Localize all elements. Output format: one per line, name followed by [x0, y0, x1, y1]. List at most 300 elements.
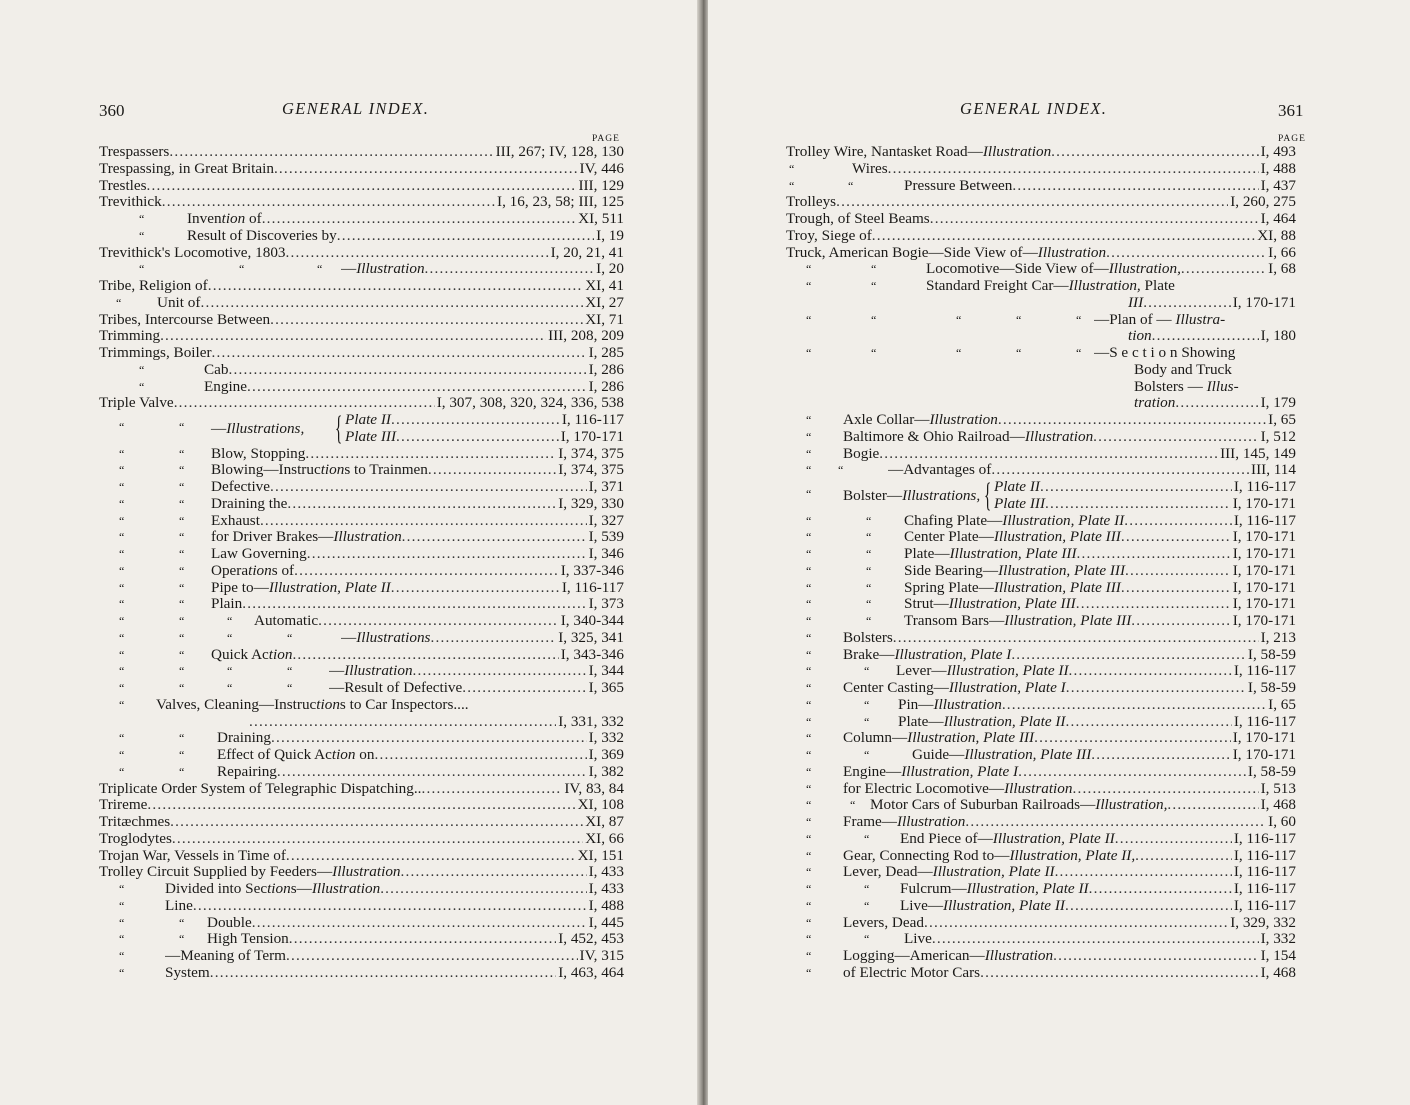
index-entry [99, 563, 624, 580]
ditto-mark: “ [866, 580, 872, 595]
page-reference: I, 340-344 [560, 612, 624, 629]
page-reference: III, 208, 209 [548, 327, 624, 345]
index-entry [99, 379, 624, 396]
entry-text: Lever—Illustration, Plate II [896, 663, 1069, 680]
entry-text: Trevithick [99, 194, 162, 211]
ditto-mark: “ [806, 513, 812, 528]
entry-text: —Illustration [341, 261, 425, 278]
page-reference: XI, 88 [1257, 226, 1296, 244]
ditto-mark: “ [806, 530, 812, 545]
entry-text: for Electric Locomotive—Illustration [843, 780, 1073, 797]
index-entry [99, 295, 624, 312]
page-reference: I, 170-171 [1232, 561, 1296, 579]
entry-text: Bolsters [843, 629, 893, 646]
index-entry [786, 395, 1296, 412]
page-reference: I, 464 [1260, 210, 1296, 227]
page-reference: I, 369 [588, 746, 624, 763]
index-subentry [786, 496, 1296, 513]
index-entry [786, 295, 1296, 312]
ditto-mark: “ [806, 882, 812, 896]
page-reference: I, 374, 375 [558, 444, 624, 462]
ditto-mark: “ [806, 413, 812, 427]
index-entry [786, 831, 1296, 848]
left-page [0, 0, 698, 1105]
ditto-mark: “ [866, 530, 872, 545]
index-entry [786, 529, 1296, 546]
page-reference: I, 488 [1260, 159, 1296, 177]
index-entry [99, 915, 624, 932]
index-entry [99, 647, 624, 664]
ditto-mark: “ [789, 161, 795, 176]
page-reference: I, 365 [588, 679, 624, 696]
entry-text: Cab [204, 361, 229, 378]
ditto-mark: “ [119, 530, 125, 545]
ditto-mark: “ [119, 513, 125, 528]
index-subentry [786, 479, 1296, 496]
ditto-mark: “ [864, 664, 870, 679]
ditto-mark: “ [179, 597, 185, 612]
ditto-mark: “ [119, 597, 125, 612]
page-reference: XI, 151 [577, 846, 624, 864]
index-entry [786, 462, 1296, 479]
index-entry [99, 345, 624, 362]
page-reference: I, 493 [1260, 143, 1296, 160]
ditto-mark: “ [806, 932, 812, 947]
entry-text: Pin—Illustration [898, 696, 1002, 713]
entry-text: Plate III [345, 428, 397, 445]
page-number: 360 [99, 101, 125, 120]
index-entry-braced [786, 479, 1296, 513]
index-entry [99, 278, 624, 295]
page-reference: I, 327 [588, 511, 624, 529]
ditto-mark: “ [119, 446, 125, 461]
page-reference: I, 116-117 [1233, 846, 1296, 864]
index-entry [99, 596, 624, 613]
entry-text: —S e c t i o n Showing [1094, 345, 1236, 361]
page-reference: I, 285 [588, 344, 624, 361]
entry-text: Center Plate—Illustration, Plate III [904, 529, 1121, 546]
ditto-mark: “ [119, 480, 125, 494]
ditto-mark: “ [119, 630, 125, 645]
page-reference: I, 170-171 [1232, 595, 1296, 613]
index-entry [99, 714, 624, 731]
entry-text: Troy, Siege of [786, 227, 872, 244]
page-reference: I, 332 [1260, 930, 1296, 948]
ditto-mark: “ [227, 681, 233, 695]
page-reference: I, 66 [1268, 243, 1296, 261]
index-entry [786, 663, 1296, 680]
page-reference: I, 213 [1260, 628, 1296, 646]
ditto-mark: “ [789, 178, 795, 193]
running-head: GENERAL INDEX. [960, 99, 1108, 118]
index-entry [99, 362, 624, 379]
page-reference: XI, 511 [578, 210, 624, 227]
index-entry [99, 730, 624, 747]
entry-text: Trevithick's Locomotive, 1803 [99, 244, 286, 261]
index-subentry [99, 429, 624, 446]
index-entry [786, 563, 1296, 580]
ditto-mark: “ [806, 346, 812, 360]
index-entry [786, 312, 1296, 329]
page-reference: I, 154 [1260, 947, 1296, 964]
page-reference: I, 65 [1268, 411, 1296, 428]
ditto-mark: “ [806, 714, 812, 729]
index-entry [99, 546, 624, 563]
ditto-mark: “ [179, 480, 185, 494]
page-reference: I, 170-171 [1232, 545, 1296, 562]
ditto-mark: “ [806, 279, 812, 293]
ditto-mark: “ [119, 420, 125, 434]
entry-text: Tritæchmes [99, 814, 171, 830]
page-reference: I, 468 [1260, 963, 1296, 981]
entry-text: Strut—Illustration, Plate III [904, 596, 1076, 613]
ditto-mark: “ [317, 262, 323, 277]
index-entry [786, 781, 1296, 798]
page-reference: I, 116-117 [561, 411, 624, 428]
ditto-mark: “ [806, 463, 812, 478]
page-reference: I, 116-117 [1233, 863, 1296, 881]
page-reference: I, 343-346 [560, 645, 624, 663]
page-reference: I, 170-171 [1232, 293, 1296, 311]
ditto-mark: “ [179, 496, 185, 511]
page-reference: III, 145, 149 [1220, 444, 1296, 462]
entry-text: —Illustrations [341, 629, 431, 646]
ditto-mark: “ [179, 547, 185, 561]
ditto-mark: “ [179, 420, 185, 434]
index-entry [786, 898, 1296, 915]
page-reference: I, 513 [1260, 779, 1296, 797]
ditto-mark: “ [179, 932, 185, 947]
page-reference: I, 463, 464 [558, 963, 624, 981]
entry-text: Bogie [843, 445, 880, 462]
ditto-mark: “ [179, 731, 185, 746]
ditto-mark: “ [239, 262, 245, 277]
ditto-mark: “ [806, 965, 812, 980]
index-entry [786, 881, 1296, 898]
page-reference: I, 539 [588, 528, 624, 546]
entry-text: Levers, Dead [843, 914, 924, 931]
index-entry [786, 596, 1296, 613]
page-reference: IV, 83, 84 [564, 779, 624, 797]
ditto-mark: “ [871, 279, 877, 293]
entry-text: Triplicate Order System of Telegraphic Dispatching.. [99, 780, 422, 797]
ditto-mark: “ [119, 697, 125, 712]
entry-text: III [1128, 294, 1144, 311]
ditto-mark: “ [119, 731, 125, 746]
page-reference: I, 331, 332 [558, 712, 624, 730]
index-entry-braced [99, 412, 624, 446]
index-entry [99, 663, 624, 680]
ditto-mark: “ [179, 915, 185, 930]
page-reference: I, 329, 332 [1230, 913, 1296, 931]
index-entry [99, 261, 624, 278]
ditto-mark: “ [806, 764, 812, 779]
ditto-mark: “ [139, 212, 145, 226]
page-reference: I, 116-117 [1233, 829, 1296, 847]
page-reference: I, 468 [1260, 796, 1296, 814]
ditto-mark: “ [179, 580, 185, 595]
entry-text: Plate—Illustration, Plate II [898, 713, 1066, 730]
entry-text: Side Bearing—Illustration, Plate III [904, 562, 1126, 579]
page-reference: I, 116-117 [1233, 511, 1296, 529]
index-entry [99, 898, 624, 915]
page-reference: I, 437 [1260, 176, 1296, 194]
page-reference: I, 337-346 [560, 561, 624, 579]
page-reference: I, 445 [588, 913, 624, 931]
page-reference: I, 433 [588, 863, 624, 881]
page-reference: I, 16, 23, 58; III, 125 [497, 193, 624, 211]
ditto-mark: “ [806, 446, 812, 461]
index-entry [99, 781, 624, 798]
entry-text: Engine [204, 378, 248, 395]
page-reference: I, 58-59 [1247, 645, 1296, 663]
ditto-mark: “ [806, 429, 812, 444]
ditto-mark: “ [806, 748, 812, 762]
index-entry [99, 228, 624, 245]
entry-text: —Illustrations, [211, 420, 305, 437]
ditto-mark: “ [806, 831, 812, 846]
page-reference: I, 286 [588, 360, 624, 378]
ditto-mark: “ [866, 563, 872, 578]
ditto-mark: “ [866, 597, 872, 612]
ditto-mark: “ [864, 714, 870, 729]
entry-text: of Electric Motor Cars [843, 964, 981, 981]
page-reference: I, 116-117 [1233, 712, 1296, 730]
ditto-mark: “ [119, 563, 125, 578]
page-reference: I, 307, 308, 320, 324, 336, 538 [436, 394, 624, 412]
entry-text: Bolsters — Illus- [1134, 378, 1239, 395]
ditto-mark: “ [179, 630, 185, 645]
entry-text: Pipe to—Illustration, Plate II [211, 579, 391, 596]
ditto-mark: “ [864, 898, 870, 913]
entry-text: —Advantages of [888, 462, 992, 479]
brace: { [984, 477, 992, 514]
page-reference: I, 65 [1268, 695, 1296, 713]
index-entry [99, 462, 624, 479]
ditto-mark: “ [179, 446, 185, 461]
page-reference: I, 170-171 [1232, 729, 1296, 747]
page-reference: I, 179 [1260, 394, 1296, 412]
entry-text: tration [1134, 395, 1176, 412]
index-entry [786, 797, 1296, 814]
ditto-mark: “ [806, 580, 812, 595]
ditto-mark: “ [287, 630, 293, 645]
index-entry [786, 194, 1296, 211]
page-reference: I, 373 [588, 595, 624, 613]
ditto-mark: “ [179, 513, 185, 528]
index-entry [786, 379, 1296, 396]
entry-text: Center Casting—Illustration, Plate I [843, 680, 1066, 696]
ditto-mark: “ [139, 362, 145, 377]
page-column-label: PAGE [1278, 134, 1306, 144]
ditto-mark: “ [806, 697, 812, 712]
page-reference: I, 512 [1260, 427, 1296, 445]
ditto-mark: “ [806, 781, 812, 796]
index-entry [99, 697, 624, 714]
index-entry [786, 261, 1296, 278]
page-number: 361 [1278, 101, 1304, 120]
page-reference: I, 332 [588, 729, 624, 747]
ditto-mark: “ [806, 815, 812, 829]
entry-text: Quick Action [211, 646, 293, 663]
index-entry [99, 395, 624, 412]
ditto-mark: “ [1076, 346, 1082, 360]
index-entry [786, 513, 1296, 530]
page-reference: I, 346 [588, 545, 624, 562]
ditto-mark: “ [139, 228, 145, 243]
entry-text: Plate III [994, 495, 1046, 512]
ditto-mark: “ [871, 312, 877, 327]
index-entry [786, 178, 1296, 195]
index-entry [786, 714, 1296, 731]
index-entry [786, 245, 1296, 262]
page-reference: I, 286 [588, 377, 624, 395]
page-reference: III, 129 [578, 176, 624, 194]
ditto-mark: “ [866, 614, 872, 628]
ditto-mark: “ [871, 262, 877, 277]
page-reference: I, 60 [1268, 813, 1296, 830]
ditto-mark: “ [287, 664, 293, 679]
entry-text: Operations of [211, 562, 295, 579]
ditto-mark: “ [179, 664, 185, 679]
page-reference: I, 374, 375 [558, 461, 624, 479]
index-entry [786, 412, 1296, 429]
entry-text: Plate—Illustration, Plate III [904, 546, 1077, 562]
page-reference: I, 371 [588, 478, 624, 495]
index-entry [99, 797, 624, 814]
running-head: GENERAL INDEX. [282, 99, 430, 118]
ditto-mark: “ [1076, 312, 1082, 327]
index-entry [99, 848, 624, 865]
entry-text: Trespassing, in Great Britain [99, 160, 274, 177]
entry-text: —Plan of — Illustra- [1094, 311, 1226, 328]
index-entry [786, 429, 1296, 446]
entry-text: Locomotive—Side View of—Illustration, [926, 261, 1181, 278]
entry-text: Invention of [187, 211, 262, 227]
page-reference: XI, 108 [577, 796, 624, 814]
index-entry [99, 747, 624, 764]
entry-text: Bolster—Illustrations, [843, 487, 981, 504]
entry-text: Engine—Illustration, Plate I [843, 763, 1019, 780]
brace: { [335, 410, 343, 447]
entry-text: tion [1128, 328, 1152, 345]
index-entry [99, 144, 624, 161]
index-entry [786, 328, 1296, 345]
index-entry [99, 630, 624, 647]
index-entry [786, 580, 1296, 597]
right-page [708, 0, 1410, 1105]
entry-text: System [165, 964, 210, 981]
index-entry [786, 228, 1296, 245]
ditto-mark: “ [864, 748, 870, 762]
index-entry [99, 245, 624, 262]
ditto-mark: “ [806, 547, 812, 561]
entry-text: Fulcrum—Illustration, Plate II [900, 881, 1089, 897]
index-entry [99, 479, 624, 496]
page-reference: I, 260, 275 [1230, 193, 1296, 211]
page-reference: I, 180 [1260, 327, 1296, 345]
page-reference: I, 170-171 [1232, 746, 1296, 763]
ditto-mark: “ [119, 614, 125, 628]
entry-text: —Meaning of Term [165, 948, 286, 964]
index-subentry [99, 412, 624, 429]
index-entry [786, 730, 1296, 747]
page-reference: I, 20 [596, 260, 624, 278]
page-reference: IV, 446 [579, 159, 624, 177]
entry-text: Draining [217, 730, 271, 747]
index-entry [99, 496, 624, 513]
index-entry [786, 814, 1296, 831]
ditto-mark: “ [119, 681, 125, 695]
ditto-mark: “ [119, 496, 125, 511]
ditto-mark: “ [1016, 346, 1022, 360]
page-reference: I, 170-171 [1232, 612, 1296, 629]
ditto-mark: “ [119, 547, 125, 561]
ditto-mark: “ [119, 764, 125, 779]
ditto-mark: “ [119, 898, 125, 913]
entry-text: Trojan War, Vessels in Time of [99, 847, 286, 864]
page-reference: XI, 41 [585, 277, 624, 294]
index-entry [99, 680, 624, 697]
ditto-mark: “ [806, 487, 812, 501]
ditto-mark: “ [806, 597, 812, 612]
ditto-mark: “ [139, 379, 145, 394]
ditto-mark: “ [848, 178, 854, 193]
page-reference: I, 58-59 [1247, 679, 1296, 696]
ditto-mark: “ [179, 463, 185, 478]
page-reference: I, 382 [588, 762, 624, 780]
index-entry [99, 948, 624, 965]
ditto-mark: “ [139, 262, 145, 277]
ditto-mark: “ [806, 731, 812, 746]
ditto-mark: “ [119, 965, 125, 980]
page-reference: I, 19 [596, 226, 624, 244]
index-entry [786, 546, 1296, 563]
entry-text: Trestles [99, 177, 147, 194]
entry-text: Exhaust [211, 512, 260, 529]
ditto-mark: “ [119, 580, 125, 595]
ditto-mark: “ [119, 748, 125, 762]
page-reference: I, 116-117 [1233, 478, 1296, 495]
ditto-mark: “ [806, 915, 812, 930]
index-entry [786, 848, 1296, 865]
entry-text: Plain [211, 596, 243, 613]
entry-text: Trimming [99, 328, 161, 345]
ditto-mark: “ [179, 614, 185, 628]
ditto-mark: “ [838, 463, 844, 478]
index-entry [99, 312, 624, 329]
ditto-mark: “ [806, 898, 812, 913]
entry-text: Axle Collar—Illustration [843, 412, 998, 428]
index-entry [786, 446, 1296, 463]
page-reference: I, 452, 453 [558, 930, 624, 948]
index-entry [786, 915, 1296, 932]
ditto-mark: “ [871, 346, 877, 360]
entry-text: Frame—Illustration [843, 814, 966, 830]
ditto-mark: “ [806, 664, 812, 679]
page-reference: I, 325, 341 [558, 628, 624, 646]
ditto-mark: “ [806, 798, 812, 813]
entry-text: Truck, American Bogie—Side View of—Illustration [786, 244, 1107, 261]
ditto-mark: “ [806, 312, 812, 327]
page-reference: III, 114 [1251, 461, 1296, 479]
index-entry [99, 178, 624, 195]
entry-text: Triple Valve [99, 395, 174, 412]
entry-text: Plate II [345, 412, 391, 428]
entry-text: Chafing Plate—Illustration, Plate II [904, 512, 1125, 529]
index-entry [786, 948, 1296, 965]
entry-text: Trespassers [99, 144, 170, 160]
